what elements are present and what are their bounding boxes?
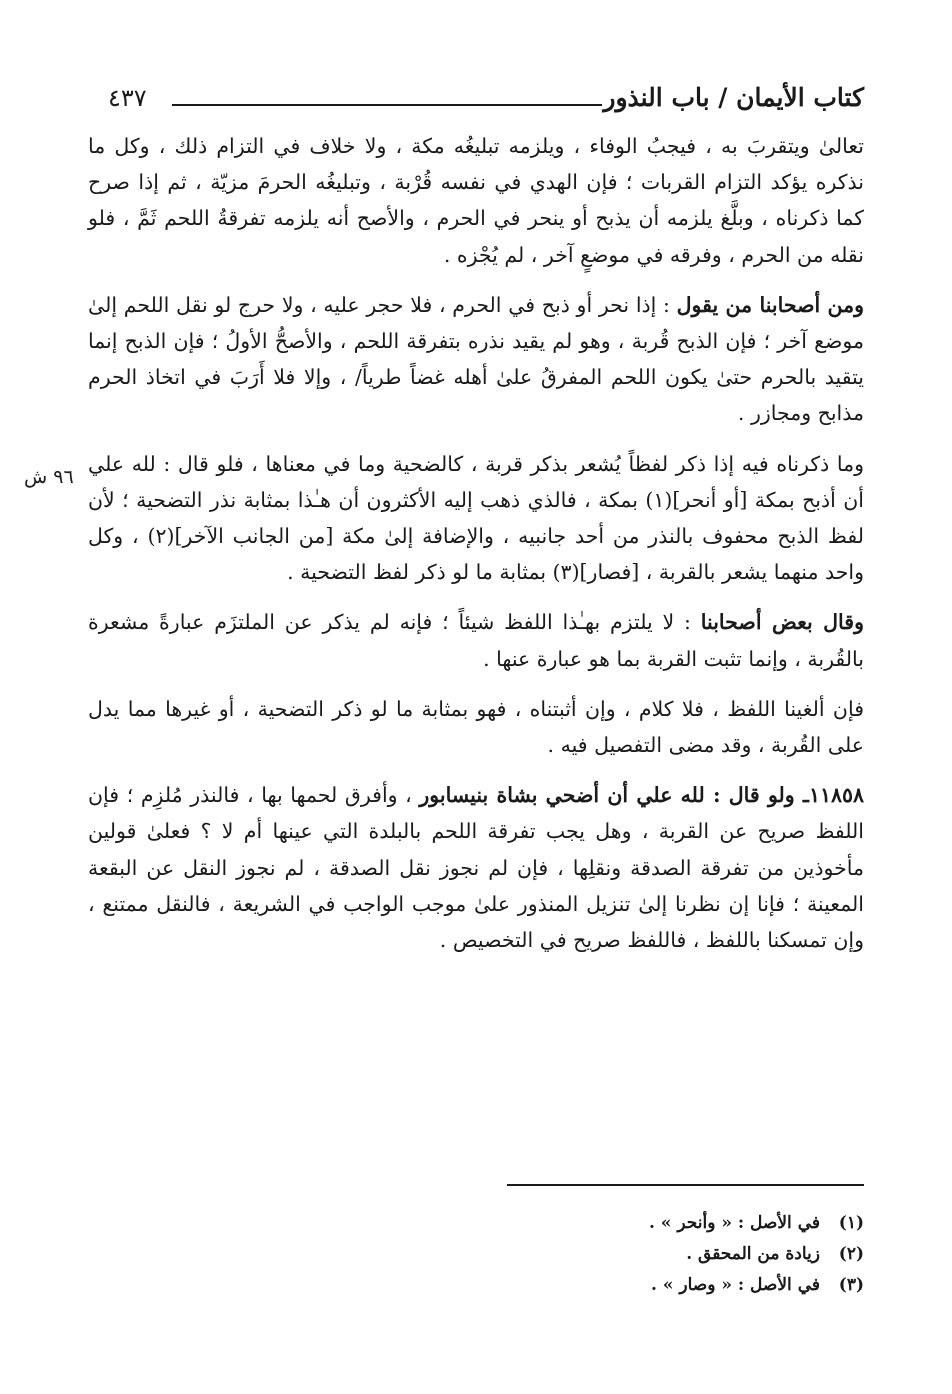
- paragraph: [88, 446, 864, 591]
- paragraph-text: : لا يلتزم بهـٰذا اللفظ شيئاً ؛ فإنه لم يذكر عن الملتزَم عبارةً مشعرة بالقُربة ، وإنما تثبت القربة بما هو عبارة عنها .: [88, 610, 864, 671]
- paragraph: [88, 691, 864, 763]
- footnote-text: في الأصل : « وأنحر » .: [649, 1213, 820, 1233]
- page-number: ٤٣٧: [108, 84, 147, 112]
- main-text: [88, 128, 864, 972]
- footnote: [460, 1208, 864, 1239]
- paragraph-text: تعالىٰ ويتقربَ به ، فيجبُ الوفاء ، ويلزمه تبليغُه مكة ، ولا خلاف في التزام ذلك ، وكل ما نذكره يؤكد التزام القربات ؛ فإن الهدي في نفسه قُرْبة ، وتبليغُه الحرمَ مزيّة ، ثم إذا صرح كما ذكرناه ، وبلَّغ يلزمه أن يذبح أو ينحر في الحرم ، والأصح أنه يلزمه تفرقةُ اللحم ثَمَّ ، فلو نقله من الحرم ، وفرقه في موضعٍ آخر ، لم يُجْزه .: [88, 134, 864, 267]
- footnote-separator: [507, 1184, 864, 1186]
- paragraph-text: ، وأفرق لحمها بها ، فالنذر مُلزِم ؛ فإن اللفظ صريح عن القربة ، وهل يجب تفرقة اللحم بالبلدة التي عينها أم لا ؟ فعلىٰ قولين مأخوذين من تفرقة الصدقة ونقلِها ، فإن لم نجوز نقل الصدقة ، لم نجوز النقل عن البقعة المعينة ؛ فإنا إن نظرنا إلىٰ تنزيل المنذور علىٰ موجب الواجب في الشريعة ، فالنقل ممتنع ، وإن تمسكنا باللفظ ، فاللفظ صريح في التخصيص .: [88, 783, 864, 953]
- paragraph: [88, 128, 864, 273]
- footnote-mark: (٢): [838, 1244, 864, 1264]
- paragraph-text: : إذا نحر أو ذبح في الحرم ، فلا حجر عليه ، ولا حرج لو نقل اللحم إلىٰ موضع آخر ؛ فإن الذبح قُربة ، وهو لم يقيد نذره بتفرقة اللحم ، والأصحُّ الأولُ ؛ فإن الذبح إنما يتقيد بالحرم حتىٰ يكون اللحم المفرقُ علىٰ أهله غضاً طرياً/ ، وإلا فلا أَرَبَ في اتخاذ الحرم مذابح ومجازر .: [88, 292, 864, 426]
- footnotes: [460, 1208, 864, 1301]
- paragraph-text: وما ذكرناه فيه إذا ذكر لفظاً يُشعر بذكر قربة ، كالضحية وما في معناها ، فلو قال : لله علي أن أذبح بمكة [أو أنحر](١) بمكة ، فالذي ذهب إليه الأكثرون أن هـٰذا بمثابة نذر التضحية ؛ لأن لفظ الذبح محفوف بالنذر من أحد جانبيه ، والإضافة إلىٰ مكة [من الجانب الآخر](٢) ، وكل واحد منهما يشعر بالقربة ، [فصار](٣) بمثابة ما لو ذكر لفظ التضحية .: [88, 451, 864, 585]
- footnote-text: زيادة من المحقق .: [686, 1244, 820, 1264]
- paragraph-lead: وقال بعض أصحابنا: [700, 610, 864, 635]
- footnote: [460, 1270, 864, 1301]
- running-header: [108, 78, 864, 122]
- footnote-text: في الأصل : « وصار » .: [650, 1275, 820, 1295]
- paragraph-text: فإن ألغينا اللفظ ، فلا كلام ، وإن أثبتناه ، فهو بمثابة ما لو ذكر التضحية ، أو غيرها مما يدل على القُربة ، وقد مضى التفصيل فيه .: [88, 696, 864, 758]
- footnote: [460, 1239, 864, 1270]
- chapter-title: كتاب الأيمان / باب النذور: [603, 83, 864, 112]
- paragraph: [88, 777, 864, 958]
- header-rule: [172, 104, 602, 106]
- paragraph: [88, 604, 864, 676]
- footnote-mark: (٣): [838, 1275, 864, 1295]
- footnote-mark: (١): [838, 1213, 864, 1233]
- paragraph-lead: ١١٨٥٨ـ ولو قال : لله علي أن أضحي بشاة بنيسابور: [419, 783, 864, 808]
- paragraph-lead: ومن أصحابنا من يقول: [676, 292, 864, 317]
- paragraph: [88, 287, 864, 432]
- manuscript-folio-note: ٩٦ ش: [24, 466, 74, 488]
